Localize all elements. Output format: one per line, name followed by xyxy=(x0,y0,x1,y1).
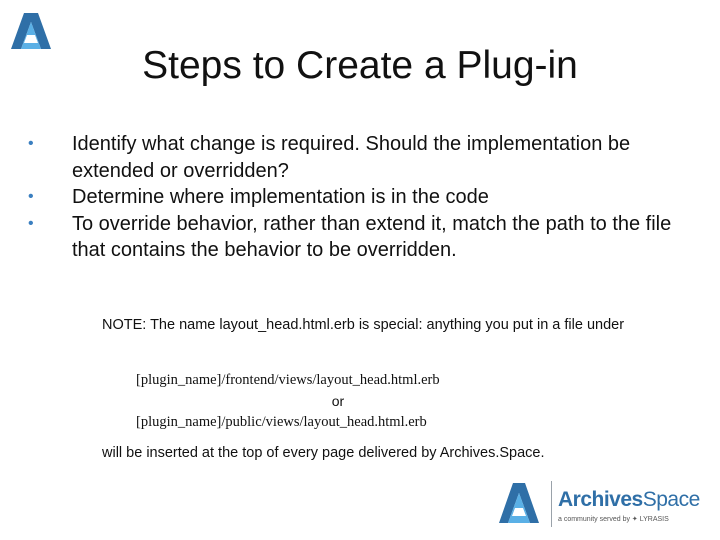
brand-name-part-2: Space xyxy=(642,488,700,511)
bullet-text: Identify what change is required. Should the implementation be extended or overridden? xyxy=(72,133,631,182)
bullet-list xyxy=(28,131,688,264)
brand-name xyxy=(558,488,700,512)
bullet-text: Determine where implementation is in the code xyxy=(72,186,489,208)
code-paths xyxy=(136,370,556,433)
bullet-item xyxy=(28,131,688,184)
bullet-item xyxy=(28,184,688,211)
bullet-marker: • xyxy=(28,188,34,205)
footer-note: will be inserted at the top of every page delivered by Archives.Space. xyxy=(102,445,545,461)
brand-logo xyxy=(494,478,714,530)
brand-tagline: a community served by ✦ LYRASIS xyxy=(558,516,669,523)
bullet-text: To override behavior, rather than extend it, match the path to the file that contains the behavior to be overridden. xyxy=(72,212,672,261)
code-or-separator: or xyxy=(331,393,345,409)
code-path-public: [plugin_name]/public/views/layout_head.html.erb xyxy=(136,414,427,430)
brand-divider xyxy=(551,481,552,527)
code-path-frontend: [plugin_name]/frontend/views/layout_head.html.erb xyxy=(136,372,440,388)
bullet-item xyxy=(28,211,688,264)
slide-title: Steps to Create a Plug-in xyxy=(142,44,578,87)
brand-name-part-1: Archives xyxy=(558,488,643,511)
bullet-marker: • xyxy=(28,135,34,152)
note-text: NOTE: The name layout_head.html.erb is special: anything you put in a file under xyxy=(102,317,625,333)
archivesspace-a-logo-icon xyxy=(499,483,539,523)
bullet-marker: • xyxy=(28,214,34,232)
